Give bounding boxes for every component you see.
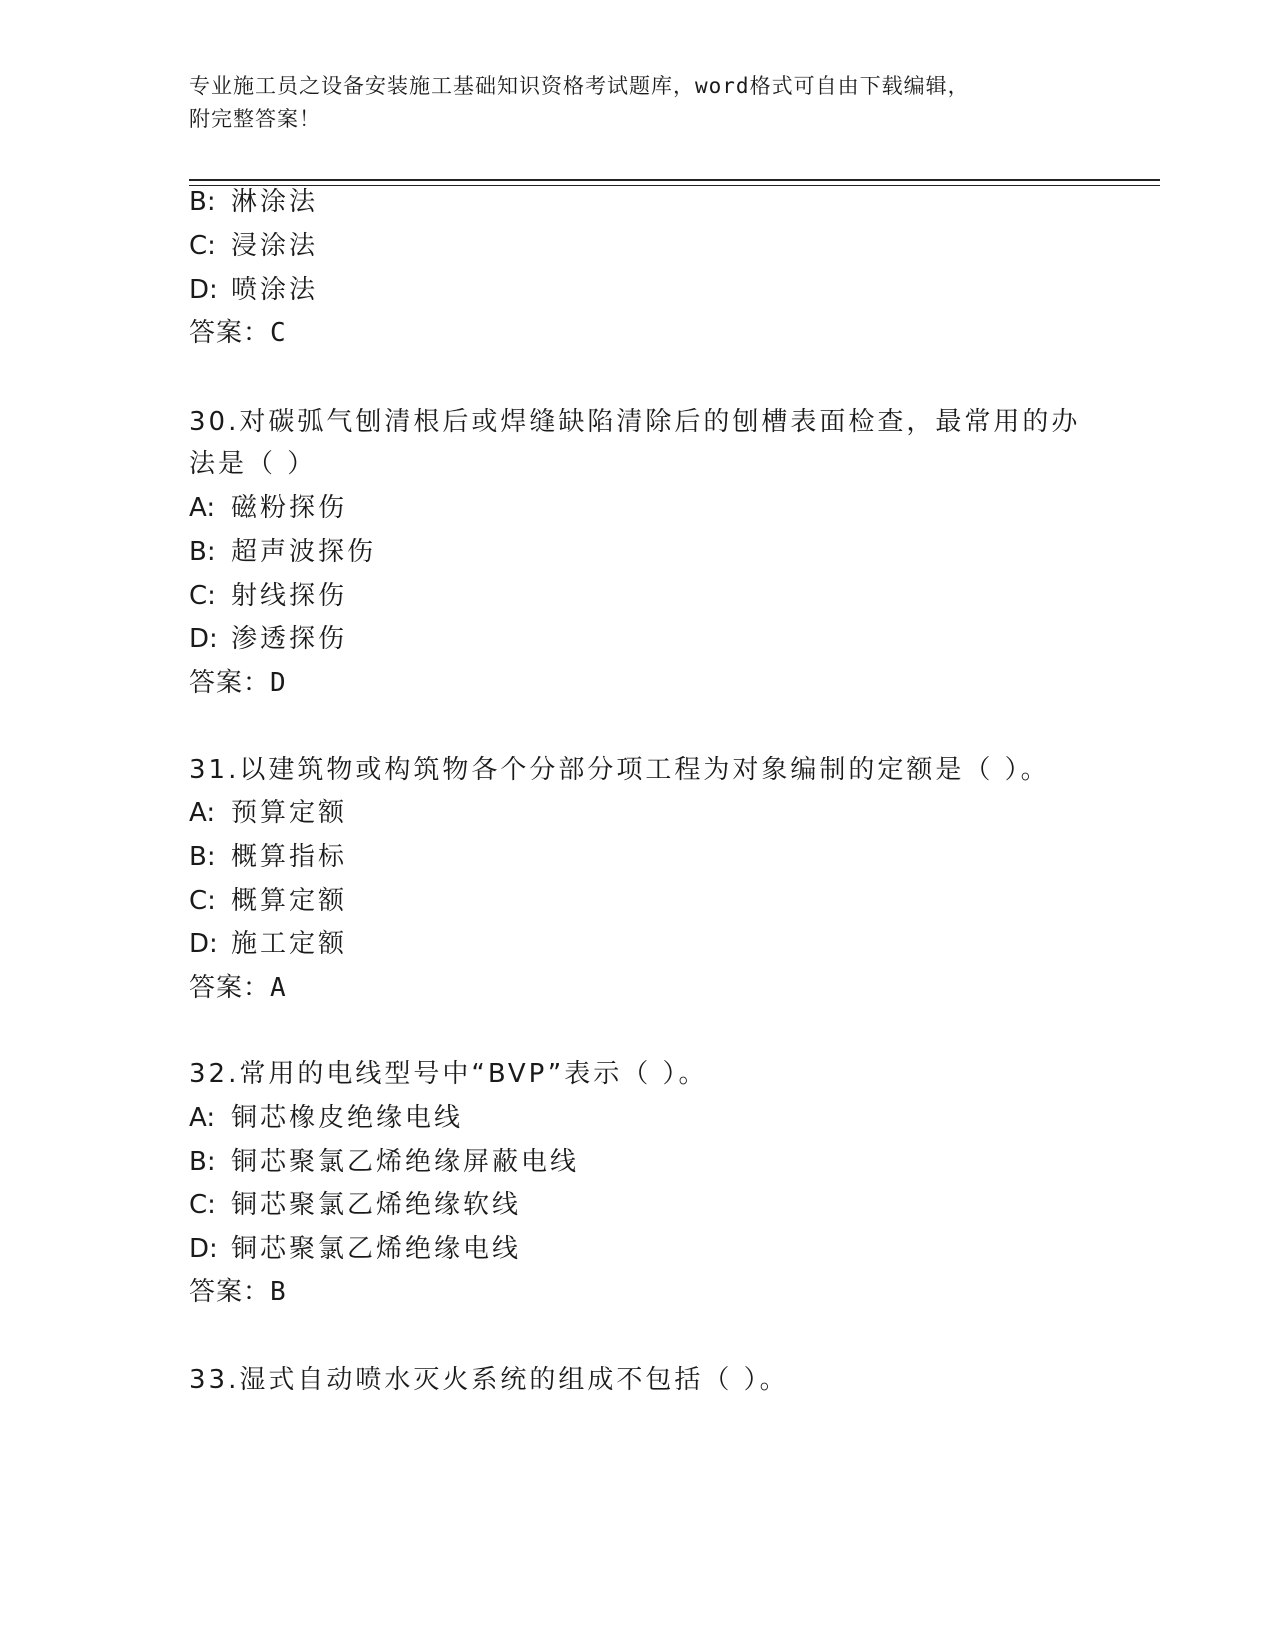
q30-answer: 答案：D (189, 668, 287, 698)
q30-stem-line-2: 法是（ ） (189, 449, 317, 479)
q31-stem-line-1: 31.以建筑物或构筑物各个分部分项工程为对象编制的定额是（ ）。 (189, 755, 1050, 785)
header-divider (189, 179, 1160, 181)
q33-stem-line-1: 33.湿式自动喷水灭火系统的组成不包括（ ）。 (189, 1365, 789, 1395)
q32-answer: 答案：B (189, 1277, 287, 1307)
header-line-1: 专业施工员之设备安装施工基础知识资格考试题库，word格式可自由下载编辑， (189, 74, 970, 98)
q31-option-b: B: 概算指标 (189, 842, 348, 872)
q32-option-a: A: 铜芯橡皮绝缘电线 (189, 1103, 464, 1133)
q29-answer: 答案：C (189, 318, 287, 348)
q32-stem-line-1: 32.常用的电线型号中“BVP”表示（ ）。 (189, 1059, 708, 1089)
q31-option-d: D: 施工定额 (189, 929, 348, 959)
q32-option-c: C: 铜芯聚氯乙烯绝缘软线 (189, 1190, 522, 1220)
q29-option-b: B: 淋涂法 (189, 187, 319, 217)
q31-option-c: C: 概算定额 (189, 886, 348, 916)
q30-option-a: A: 磁粉探伤 (189, 493, 348, 523)
q32-option-d: D: 铜芯聚氯乙烯绝缘电线 (189, 1234, 522, 1264)
q30-option-d: D: 渗透探伤 (189, 624, 348, 654)
q32-option-b: B: 铜芯聚氯乙烯绝缘屏蔽电线 (189, 1147, 580, 1177)
q30-option-c: C: 射线探伤 (189, 581, 348, 611)
q29-option-c: C: 浸涂法 (189, 231, 319, 261)
q30-stem-line-1: 30.对碳弧气刨清根后或焊缝缺陷清除后的刨槽表面检查，最常用的办 (189, 407, 1081, 437)
header-line-2: 附完整答案！ (189, 107, 321, 131)
document-header (189, 70, 1109, 136)
q29-option-d: D: 喷涂法 (189, 275, 319, 305)
q31-answer: 答案：A (189, 973, 287, 1003)
q30-option-b: B: 超声波探伤 (189, 537, 377, 567)
header-divider-thin (189, 185, 1160, 186)
q31-option-a: A: 预算定额 (189, 798, 348, 828)
